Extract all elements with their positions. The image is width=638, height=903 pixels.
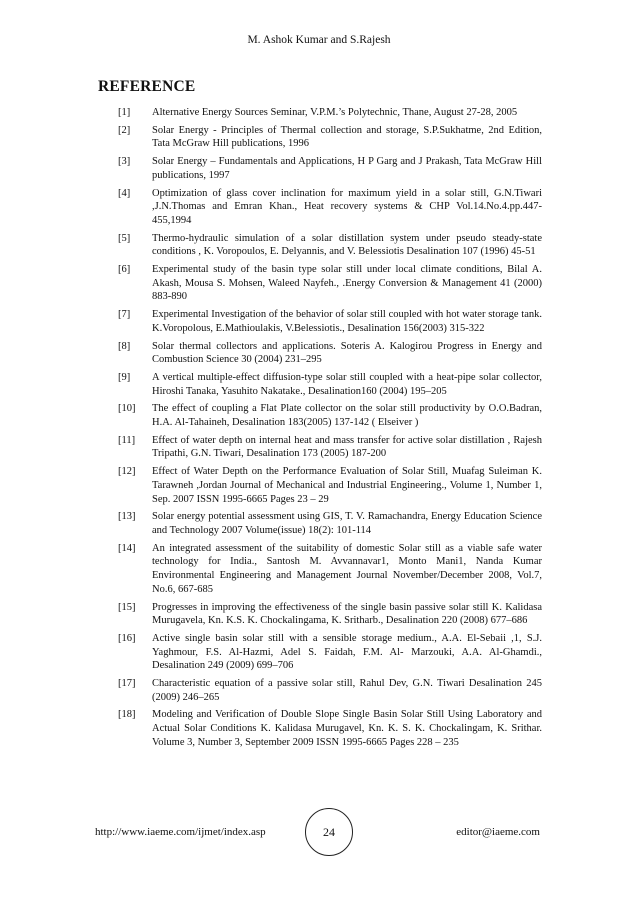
running-header: M. Ashok Kumar and S.Rajesh (247, 34, 391, 46)
section-title: REFERENCE (98, 78, 196, 95)
reference-text: Effect of water depth on internal heat and mass transfer for active solar distillation , Rajesh Tripathi, G.N. Tiwari, Desalination 173 (2005) 187-200 (152, 434, 542, 460)
reference-item (0, 340, 638, 367)
reference-number: [15] (118, 601, 136, 613)
reference-text: Progresses in improving the effectiveness of the single basin passive solar still K. Kalidasa Murugavela, Kn. K.S. K. Chockalingama, K. Sritharb., Desalination 220 (2008) 677–686 (152, 601, 542, 627)
reference-item (0, 601, 638, 628)
reference-text: Experimental Investigation of the behavior of solar still coupled with hot water storage tank. K.Voropolous, E.Mathioulakis, V.Belessiotis., Desalination 156(2003) 315-322 (152, 309, 542, 334)
reference-number: [8] (118, 340, 131, 352)
reference-number: [7] (118, 309, 131, 321)
reference-item (0, 371, 638, 398)
reference-number: [3] (118, 156, 131, 168)
reference-number: [1] (118, 107, 131, 118)
reference-number: [13] (118, 511, 136, 523)
reference-number: [4] (118, 187, 131, 199)
reference-text: Optimization of glass cover inclination for maximum yield in a solar still, G.N.Tiwari ,J.N.Thomas and Emran Khan., Heat recovery systems & CHP Vol.14.No.4.pp.447-455,1994 (152, 187, 542, 226)
reference-text: Modeling and Verification of Double Slope Single Basin Solar Still Using Laboratory and Actual Solar Conditions K. Kalidasa Murugavel, Kn. K. S. K. Chockalingam, K. Srithar. Volume 3, Number 3, September 2009 ISSN 1995-6665 Pages 228 – 235 (152, 709, 542, 748)
reference-item (0, 510, 638, 537)
reference-text: Solar thermal collectors and applications. Soteris A. Kalogirou Progress in Energy and Combustion Science 30 (2004) 231–295 (152, 340, 542, 366)
reference-number: [11] (118, 434, 136, 446)
reference-item (0, 708, 638, 749)
reference-number: [6] (118, 264, 131, 276)
reference-text: The effect of coupling a Flat Plate collector on the solar still productivity by O.O.Badran, H.A. Al-Tahaineh, Desalination 183(2005) 137-142 ( Elseiver ) (152, 403, 542, 429)
reference-text: An integrated assessment of the suitability of domestic Solar still as a viable safe water technology for India., Santosh M. Avvannavar1, Monto Mani1, Nanda Kumar Environmental Engineering and Management Journal November/December 2008, Vol.7, No.6, 667-685 (152, 542, 542, 595)
page-number: 24 (323, 824, 335, 839)
reference-number: [14] (118, 542, 136, 554)
page-footer (0, 808, 638, 858)
reference-item (0, 124, 638, 151)
reference-text: Active single basin solar still with a sensible storage medium., A.A. El-Sebaii ,1, S.J. Yaghmour, F.S. Al-Hazmi, Adel S. Faidah, F.M. Al- Marzouki, A.A. Al-Ghamdi., Desalination 249 (2009) 699–706 (152, 632, 542, 672)
reference-text: Effect of Water Depth on the Performance Evaluation of Solar Still, Muafag Suleiman K. Tarawneh ,Jordan Journal of Mechanical and Industrial Engineering., Volume 1, Number 1, Sep. 2007 ISSN 1995-6665 Pages 23 – 29 (152, 466, 542, 505)
reference-number: [10] (118, 403, 136, 415)
reference-number: [12] (118, 466, 136, 478)
reference-item (0, 106, 638, 120)
reference-number: [16] (118, 632, 136, 644)
reference-text: A vertical multiple-effect diffusion-type solar still coupled with a heat-pipe solar collector, Hiroshi Tanaka, Yasuhito Nakatake., Desalination160 (2004) 195–205 (152, 371, 542, 397)
reference-text: Alternative Energy Sources Seminar, V.P.M.’s Polytechnic, Thane, August 27-28, 2005 (152, 107, 518, 118)
reference-item (0, 155, 638, 182)
reference-number: [2] (118, 124, 131, 136)
reference-number: [17] (118, 678, 136, 690)
reference-text: Thermo-hydraulic simulation of a solar distillation system under pseudo steady-state conditions , K. Voropoulos, E. Delyannis, and V. Belessiotis Desalination 107 (1996) 45-51 (152, 232, 542, 258)
reference-item (0, 402, 638, 429)
reference-item (0, 232, 638, 259)
reference-text: Solar Energy - Principles of Thermal collection and storage, S.P.Sukhatme, 2nd Edition, Tata McGraw Hill publications, 1996 (152, 124, 542, 150)
reference-number: [9] (118, 371, 131, 383)
reference-item (0, 434, 638, 461)
reference-text: Experimental study of the basin type solar still under local climate conditions, Bilal A. Akash, Mousa S. Mohsen, Waleed Nayfeh., .Energy Conversion & Management 41 (2000) 883-890 (152, 264, 542, 303)
reference-text: Solar energy potential assessment using GIS, T. V. Ramachandra, Energy Education Science and Technology 2007 Volume(issue) 18(2): 101-114 (152, 511, 542, 536)
reference-number: [18] (118, 709, 136, 721)
reference-item (0, 542, 638, 597)
reference-item (0, 187, 638, 228)
reference-item (0, 465, 638, 506)
reference-item (0, 308, 638, 335)
reference-list (0, 106, 638, 754)
reference-number: [5] (118, 232, 131, 244)
reference-item (0, 677, 638, 704)
reference-text: Characteristic equation of a passive solar still, Rahul Dev, G.N. Tiwari Desalination 245 (2009) 246–265 (152, 678, 542, 703)
reference-item (0, 263, 638, 304)
reference-text: Solar Energy – Fundamentals and Applications, H P Garg and J Prakash, Tata McGraw Hill publications, 1997 (152, 156, 542, 181)
page-number-circle (305, 808, 353, 856)
reference-item (0, 632, 638, 673)
footer-url[interactable]: http://www.iaeme.com/ijmet/index.asp (95, 826, 266, 838)
footer-email[interactable]: editor@iaeme.com (456, 826, 540, 838)
